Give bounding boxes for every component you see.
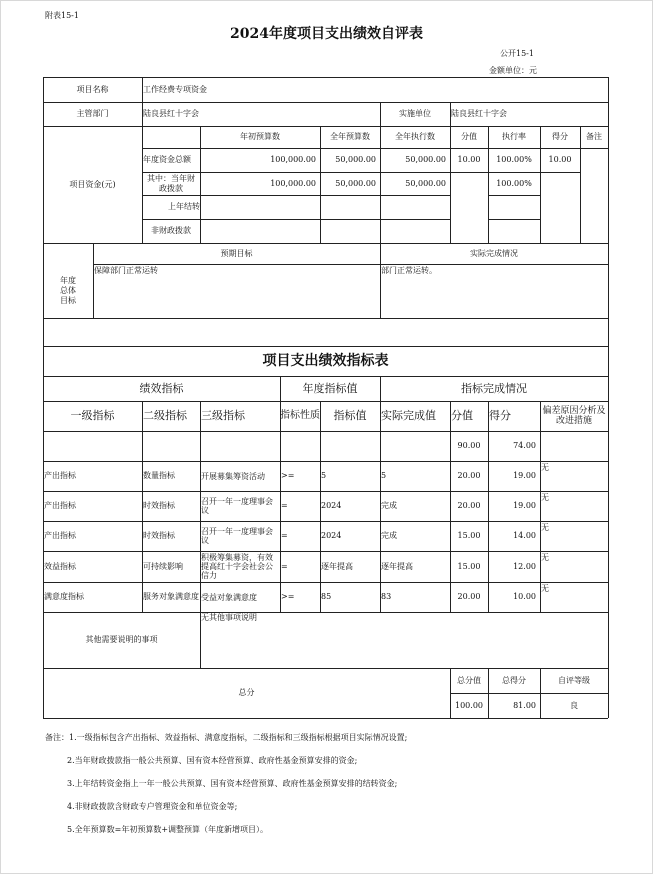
indicator-target: 85 bbox=[321, 592, 332, 601]
col-score: 得分 bbox=[552, 132, 568, 141]
actual-goal-header: 实际完成情况 bbox=[470, 248, 518, 258]
indicator-nature: >= bbox=[281, 592, 295, 601]
indicator-deviation-note: 无 bbox=[541, 584, 549, 593]
indicator-score: 19.00 bbox=[513, 471, 536, 480]
col-ind-score-value: 分值 bbox=[451, 409, 473, 422]
funds-fiscal-annual: 50,000.00 bbox=[335, 178, 376, 188]
indicator-nature: >= bbox=[281, 471, 295, 480]
indicator-actual: 完成 bbox=[381, 531, 397, 540]
indicator-level2: 可持续影响 bbox=[143, 561, 183, 571]
dept-value: 陆良县红十字会 bbox=[143, 109, 199, 118]
indicator-level2: 时效指标 bbox=[143, 531, 175, 540]
total-score-value-header: 总分值 bbox=[457, 675, 481, 685]
funds-total-initial: 100,000.00 bbox=[270, 155, 316, 164]
col-deviation: 偏差原因分析及改进措施 bbox=[542, 406, 606, 426]
funds-total-score-value: 10.00 bbox=[457, 155, 481, 164]
indicator-level1: 满意度指标 bbox=[44, 592, 84, 601]
indicator-level1: 产出指标 bbox=[44, 471, 76, 480]
grade-header: 自评等级 bbox=[558, 675, 590, 685]
indicator-actual: 逐年提高 bbox=[381, 561, 413, 571]
project-name-label: 项目名称 bbox=[76, 84, 109, 94]
annual-target-header: 年度指标值 bbox=[302, 381, 358, 395]
impl-value: 陆良县红十字会 bbox=[451, 109, 507, 118]
funds-fiscal-initial: 100,000.00 bbox=[270, 178, 316, 188]
indicator-actual: 5 bbox=[381, 471, 387, 480]
note-1: 备注：1.一级指标包含产出指标、效益指标、满意度指标，二级指标和三级指标根据项目实际情况设置; bbox=[45, 733, 408, 742]
col-executed: 全年执行数 bbox=[395, 132, 435, 141]
attachment-label: 附表15-1 bbox=[45, 11, 79, 20]
note-4: 4.非财政拨款含财政专户管理资金和单位资金等; bbox=[67, 802, 238, 811]
indicator-score: 10.00 bbox=[513, 592, 536, 601]
indicator-score-value: 20.00 bbox=[457, 501, 481, 510]
indicator-level3: 召开一年一度理事会议 bbox=[201, 497, 273, 515]
col-score-value: 分值 bbox=[461, 132, 477, 141]
indicator-level3: 开展募集筹资活动 bbox=[201, 471, 265, 481]
total-label: 总分 bbox=[238, 688, 255, 697]
indicator-target: 2024 bbox=[321, 501, 342, 510]
funds-label: 项目资金(元) bbox=[69, 179, 116, 189]
note-5: 5.全年预算数=年初预算数+调整预算（年度新增项目）。 bbox=[67, 825, 269, 834]
grade-value: 良 bbox=[570, 700, 578, 710]
col-rate: 执行率 bbox=[502, 132, 526, 141]
col-level1: 一级指标 bbox=[70, 409, 115, 422]
funds-total-executed: 50,000.00 bbox=[405, 155, 446, 164]
note-2: 2.当年财政拨款指一般公共预算、国有资本经营预算、政府性基金预算安排的资金; bbox=[67, 756, 358, 765]
project-name-value: 工作经费专项资金 bbox=[143, 84, 207, 94]
indicator-nature: = bbox=[281, 501, 288, 510]
col-remarks: 备注 bbox=[586, 132, 602, 141]
indicator-score: 12.00 bbox=[513, 561, 536, 571]
indicator-target: 5 bbox=[321, 471, 327, 480]
indicator-level1: 效益指标 bbox=[44, 561, 76, 571]
col-annual-budget: 全年预算数 bbox=[330, 132, 370, 141]
col-actual: 实际完成值 bbox=[381, 409, 436, 422]
other-matters-label: 其他需要说明的事项 bbox=[85, 635, 158, 644]
funds-row-total-label: 年度资金总额 bbox=[143, 155, 191, 164]
expected-goal-text: 保障部门正常运转 bbox=[94, 266, 158, 275]
total-score-header: 总得分 bbox=[502, 675, 526, 685]
indicator-level1: 产出指标 bbox=[44, 501, 76, 510]
dept-label: 主管部门 bbox=[76, 109, 109, 118]
funds-total-score: 10.00 bbox=[548, 155, 572, 164]
col-target: 指标值 bbox=[333, 409, 367, 422]
funds-row-carryover-label: 上年结转 bbox=[168, 202, 200, 211]
indicator-deviation-note: 无 bbox=[541, 553, 549, 562]
col-level2: 二级指标 bbox=[143, 409, 187, 422]
note-3: 3.上年结转资金指上一年一般公共预算、国有资本经营预算、政府性基金预算安排的结转资金; bbox=[67, 779, 398, 788]
impl-label: 实施单位 bbox=[399, 109, 431, 118]
other-matters-value: 无其他事项说明 bbox=[201, 613, 257, 622]
col-level3: 三级指标 bbox=[201, 409, 245, 422]
indicator-target: 逐年提高 bbox=[321, 561, 353, 571]
indicator-deviation-note: 无 bbox=[541, 523, 549, 532]
indicator-level2: 时效指标 bbox=[143, 501, 175, 510]
indicator-score-value: 15.00 bbox=[457, 531, 481, 540]
col-ind-score: 得分 bbox=[489, 409, 511, 422]
indicator-deviation-note: 无 bbox=[541, 463, 549, 472]
indicator-score-value: 20.00 bbox=[457, 592, 481, 601]
indicator-nature: = bbox=[281, 531, 288, 540]
indicator-actual: 83 bbox=[381, 592, 392, 601]
completion-header: 指标完成情况 bbox=[461, 381, 527, 395]
indicator-target: 2024 bbox=[321, 531, 342, 540]
summary-score: 74.00 bbox=[513, 441, 536, 450]
funds-fiscal-executed: 50,000.00 bbox=[405, 178, 446, 188]
funds-row-fiscal-label: 其中：当年财政拨款 bbox=[147, 173, 195, 193]
indicator-level2: 数量指标 bbox=[143, 471, 175, 480]
actual-goal-text: 部门正常运转。 bbox=[381, 266, 437, 275]
funds-row-nonfiscal-label: 非财政拨款 bbox=[151, 226, 191, 235]
summary-score-value: 90.00 bbox=[457, 441, 481, 450]
indicators-title: 项目支出绩效指标表 bbox=[262, 353, 389, 369]
indicator-level3: 受益对象满意度 bbox=[201, 592, 257, 602]
form-code: 公开15-1 bbox=[500, 49, 534, 58]
indicator-level3: 召开一年一度理事会议 bbox=[201, 527, 273, 545]
indicator-score: 14.00 bbox=[513, 531, 536, 540]
indicator-level3: 积极筹集募资，有效提高红十字会社会公信力 bbox=[201, 553, 273, 580]
page-title: 2024年度项目支出绩效自评表 bbox=[230, 26, 423, 42]
indicator-score-value: 15.00 bbox=[457, 561, 481, 571]
indicator-deviation-note: 无 bbox=[541, 493, 549, 502]
col-initial-budget: 年初预算数 bbox=[240, 132, 280, 141]
funds-total-annual: 50,000.00 bbox=[335, 155, 376, 164]
total-score-value: 100.00 bbox=[455, 700, 483, 710]
perf-indicators-header: 绩效指标 bbox=[139, 381, 184, 395]
indicator-nature: = bbox=[281, 561, 288, 571]
indicator-score: 19.00 bbox=[513, 501, 536, 510]
indicator-actual: 完成 bbox=[381, 501, 397, 510]
indicator-level1: 产出指标 bbox=[44, 531, 76, 540]
funds-fiscal-rate: 100.00% bbox=[496, 178, 532, 188]
col-nature: 指标性质 bbox=[280, 410, 320, 421]
total-score: 81.00 bbox=[513, 700, 536, 710]
goals-label: 年度总体目标 bbox=[60, 276, 76, 305]
amount-unit: 金额单位：元 bbox=[489, 66, 537, 75]
indicator-score-value: 20.00 bbox=[457, 471, 481, 480]
indicator-level2: 服务对象满意度 bbox=[143, 592, 199, 601]
funds-total-rate: 100.00% bbox=[496, 155, 532, 164]
expected-goal-header: 预期目标 bbox=[220, 248, 253, 258]
